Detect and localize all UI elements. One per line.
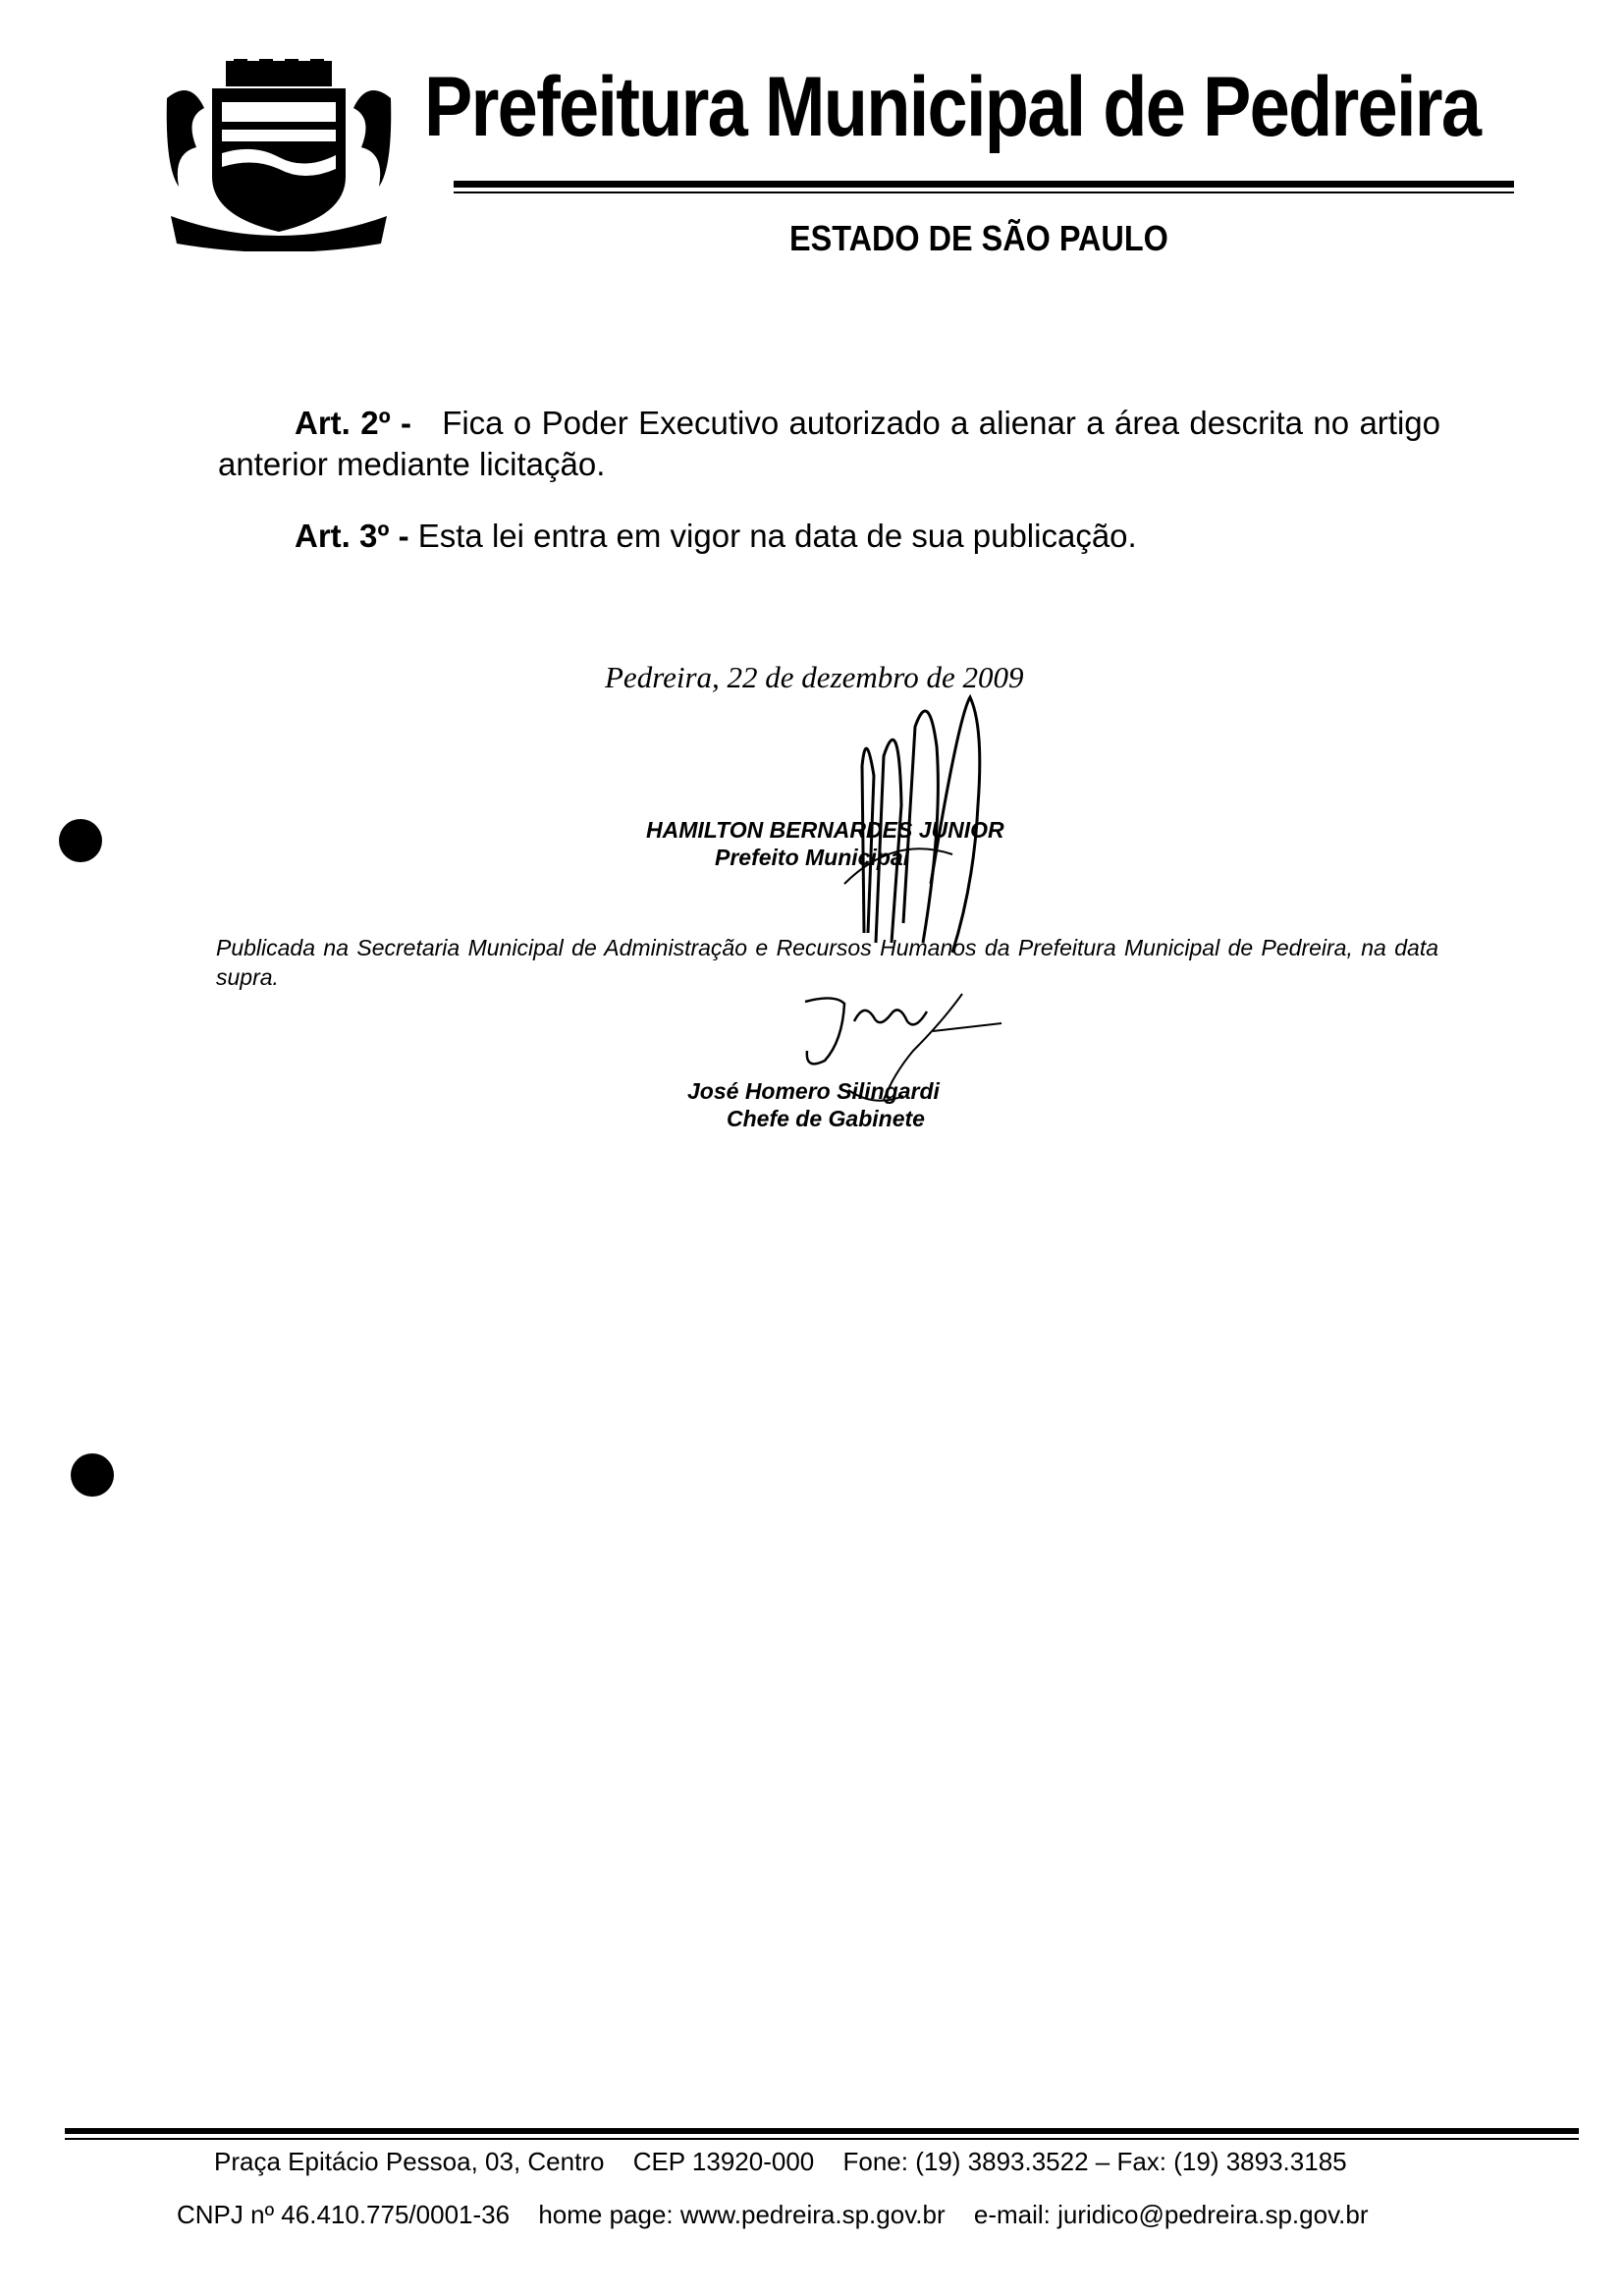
article-2-label: Art. 2º - — [295, 405, 412, 441]
coat-of-arms-logo — [165, 59, 393, 251]
footer-cep: CEP 13920-000 — [632, 2147, 815, 2176]
footer-homepage: home page: www.pedreira.sp.gov.br — [538, 2200, 946, 2229]
header-divider-thick — [454, 181, 1514, 188]
chief-name: José Homero Silingardi — [687, 1078, 940, 1104]
date-line: Pedreira, 22 de dezembro de 2009 — [605, 660, 1024, 694]
footer-email: e-mail: juridico@pedreira.sp.gov.br — [973, 2200, 1369, 2229]
footer-contact-line — [177, 2200, 1369, 2230]
article-2-text: Fica o Poder Executivo autorizado a alienar a área descrita no artigo anterior mediante licitação. — [218, 405, 1440, 482]
footer-address: Praça Epitácio Pessoa, 03, Centro — [214, 2147, 605, 2176]
article-2 — [218, 403, 1440, 485]
footer-address-line — [214, 2147, 1347, 2177]
state-subtitle: ESTADO DE SÃO PAULO — [789, 218, 1168, 258]
header-divider-thin — [454, 191, 1514, 193]
article-3-label: Art. 3º - — [295, 518, 409, 554]
article-3-text: Esta lei entra em vigor na data de sua publicação. — [417, 518, 1137, 554]
punch-hole — [71, 1453, 114, 1497]
page-title: Prefeitura Municipal de Pedreira — [424, 60, 1481, 154]
mayor-name: HAMILTON BERNARDES JUNIOR — [646, 817, 1004, 843]
punch-hole — [59, 819, 102, 862]
footer-divider-thick — [65, 2128, 1579, 2134]
footer-phone: Fone: (19) 3893.3522 – Fax: (19) 3893.3185 — [842, 2147, 1347, 2176]
footer-divider-thin — [65, 2138, 1579, 2140]
footer-cnpj: CNPJ nº 46.410.775/0001-36 — [177, 2200, 511, 2229]
publication-note: Publicada na Secretaria Municipal de Administração e Recursos Humanos da Prefeitura Municipal de Pedreira, na data supra. — [216, 935, 1438, 990]
mayor-role: Prefeito Municipal — [715, 845, 910, 870]
chief-role: Chefe de Gabinete — [727, 1106, 925, 1131]
article-3 — [295, 516, 1473, 557]
